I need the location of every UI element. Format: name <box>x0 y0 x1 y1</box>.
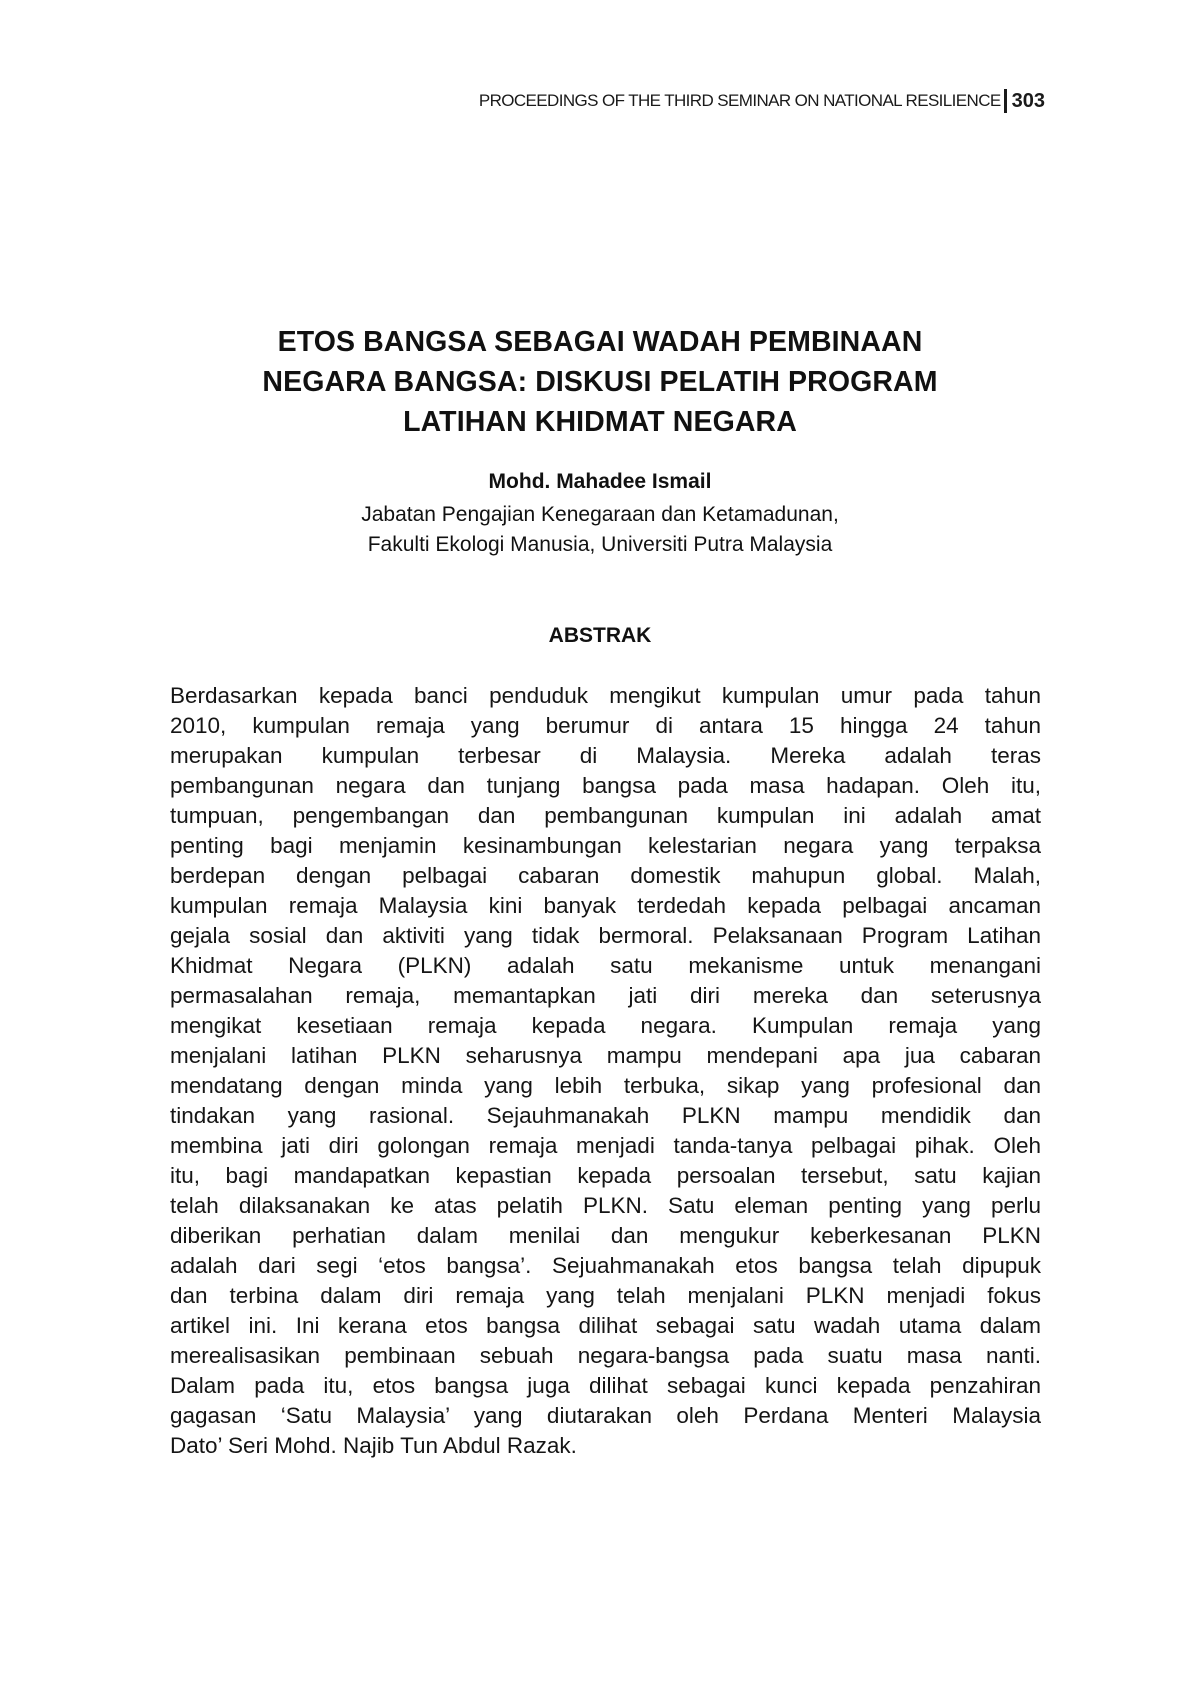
paper-title <box>0 322 1200 442</box>
header-divider <box>1004 89 1007 113</box>
author-affiliation <box>0 500 1200 560</box>
abstract-line: dan terbina dalam diri remaja yang telah menjalani PLKN menjadi fokus <box>170 1283 1041 1308</box>
abstract-line: 2010, kumpulan remaja yang berumur di antara 15 hingga 24 tahun <box>170 713 1041 738</box>
affiliation-line: Fakulti Ekologi Manusia, Universiti Putra Malaysia <box>367 533 833 556</box>
abstract-line: Dato’ Seri Mohd. Najib Tun Abdul Razak. <box>170 1433 577 1458</box>
abstract-line: gagasan ‘Satu Malaysia’ yang diutarakan oleh Perdana Menteri Malaysia <box>170 1403 1041 1428</box>
affiliation-line: Jabatan Pengajian Kenegaraan dan Ketamadunan, <box>361 503 839 526</box>
abstract-line: tindakan yang rasional. Sejauhmanakah PLKN mampu mendidik dan <box>170 1103 1041 1128</box>
abstract-body <box>170 681 1041 1461</box>
author-name: Mohd. Mahadee Ismail <box>488 470 712 493</box>
title-line: NEGARA BANGSA: DISKUSI PELATIH PROGRAM <box>262 366 938 398</box>
abstract-line: menjalani latihan PLKN seharusnya mampu mendepani apa jua cabaran <box>170 1043 1041 1068</box>
abstract-line: Khidmat Negara (PLKN) adalah satu mekanisme untuk menangani <box>170 953 1041 978</box>
abstract-line: diberikan perhatian dalam menilai dan mengukur keberkesanan PLKN <box>170 1223 1041 1248</box>
abstract-line: artikel ini. Ini kerana etos bangsa dilihat sebagai satu wadah utama dalam <box>170 1313 1041 1338</box>
page-number: 303 <box>1011 89 1045 112</box>
abstract-line: mendatang dengan minda yang lebih terbuka, sikap yang profesional dan <box>170 1073 1041 1098</box>
abstract-line: pembangunan negara dan tunjang bangsa pada masa hadapan. Oleh itu, <box>170 773 1041 798</box>
title-line: LATIHAN KHIDMAT NEGARA <box>403 406 797 438</box>
running-header <box>479 89 1045 113</box>
abstract-line: merealisasikan pembinaan sebuah negara-bangsa pada suatu masa nanti. <box>170 1343 1041 1368</box>
abstract-line: Dalam pada itu, etos bangsa juga dilihat sebagai kunci kepada penzahiran <box>170 1373 1041 1398</box>
abstract-line: kumpulan remaja Malaysia kini banyak terdedah kepada pelbagai ancaman <box>170 893 1041 918</box>
abstract-line: itu, bagi mandapatkan kepastian kepada persoalan tersebut, satu kajian <box>170 1163 1041 1188</box>
abstract-line: gejala sosial dan aktiviti yang tidak bermoral. Pelaksanaan Program Latihan <box>170 923 1041 948</box>
abstract-line: mengikat kesetiaan remaja kepada negara. Kumpulan remaja yang <box>170 1013 1041 1038</box>
abstract-heading: ABSTRAK <box>548 624 652 647</box>
abstract-line: membina jati diri golongan remaja menjadi tanda-tanya pelbagai pihak. Oleh <box>170 1133 1041 1158</box>
abstract-line: Berdasarkan kepada banci penduduk mengikut kumpulan umur pada tahun <box>170 683 1041 708</box>
abstract-line: merupakan kumpulan terbesar di Malaysia. Mereka adalah teras <box>170 743 1041 768</box>
abstract-line: berdepan dengan pelbagai cabaran domestik mahupun global. Malah, <box>170 863 1041 888</box>
abstract-line: adalah dari segi ‘etos bangsa’. Sejuahmanakah etos bangsa telah dipupuk <box>170 1253 1041 1278</box>
abstract-line: tumpuan, pengembangan dan pembangunan kumpulan ini adalah amat <box>170 803 1041 828</box>
abstract-line: penting bagi menjamin kesinambungan kelestarian negara yang terpaksa <box>170 833 1041 858</box>
running-title: PROCEEDINGS OF THE THIRD SEMINAR ON NATIONAL RESILIENCE <box>478 91 1001 110</box>
abstract-line: permasalahan remaja, memantapkan jati diri mereka dan seterusnya <box>170 983 1041 1008</box>
title-line: ETOS BANGSA SEBAGAI WADAH PEMBINAAN <box>277 326 923 358</box>
abstract-line: telah dilaksanakan ke atas pelatih PLKN. Satu eleman penting yang perlu <box>170 1193 1041 1218</box>
